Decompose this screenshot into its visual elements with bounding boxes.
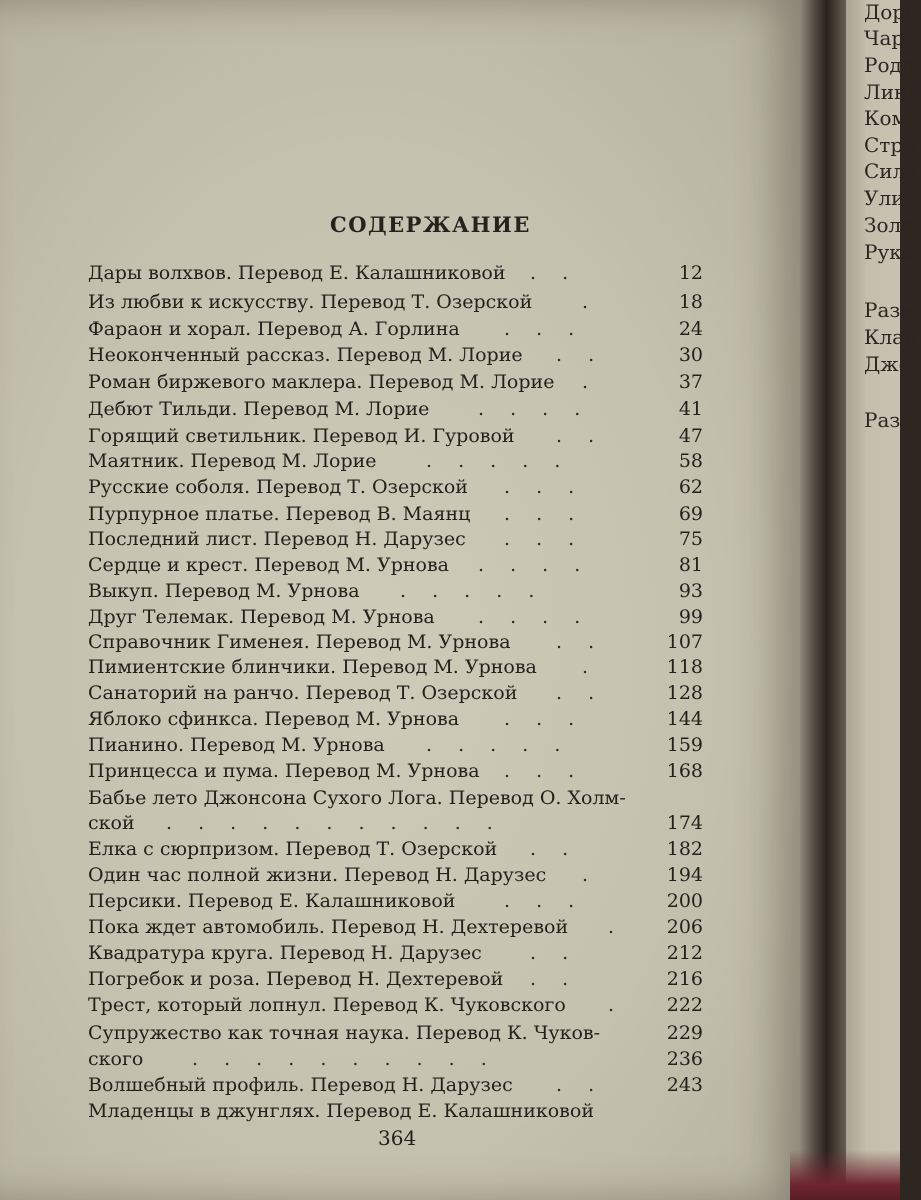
toc-entry-title: Сердце и крест. Перевод М. Урнова	[88, 554, 450, 576]
leader-dots: . . . . . . . . . .	[192, 1048, 497, 1070]
toc-entry-page: 41	[678, 398, 703, 420]
toc-entry	[88, 631, 703, 657]
toc-entry	[88, 942, 703, 968]
leader-dots: . . . .	[478, 606, 591, 628]
toc-entry-page: 144	[666, 708, 703, 730]
right-page-line: Разн	[864, 298, 914, 322]
toc-entry	[88, 968, 703, 994]
toc-entry-page: 18	[678, 291, 703, 313]
leader-dots: . . . . .	[400, 580, 545, 602]
toc-entry-page: 118	[666, 656, 703, 678]
toc-entry	[88, 398, 703, 424]
right-page-line: Чарс	[864, 26, 916, 50]
toc-entry	[88, 528, 703, 554]
toc-entry-page: 222	[666, 994, 703, 1016]
toc-entry-page: 229	[666, 1022, 703, 1044]
toc-entry-title: Неоконченный рассказ. Перевод М. Лорие	[88, 344, 523, 366]
toc-entry-page: 69	[678, 503, 703, 525]
toc-entry-title: Яблоко сфинкса. Перевод М. Урнова	[88, 708, 460, 730]
toc-entry-title: Елка с сюрпризом. Перевод Т. Озерской	[88, 838, 498, 860]
toc-entry-title: Справочник Гименея. Перевод М. Урнова	[88, 631, 511, 653]
toc-entry	[88, 1048, 703, 1074]
right-page	[846, 0, 921, 1200]
toc-entry-title: Пимиентские блинчики. Перевод М. Урнова	[88, 656, 537, 678]
leader-dots: . .	[530, 262, 579, 284]
toc-entry	[88, 1100, 703, 1126]
leader-dots: . .	[530, 942, 579, 964]
toc-entry-title: Погребок и роза. Перевод Н. Дехтеревой	[88, 968, 504, 990]
toc-entry-page: 24	[678, 318, 703, 340]
toc-entry-page: 107	[666, 631, 703, 653]
toc-entry	[88, 812, 703, 838]
leader-dots: . . . .	[478, 554, 591, 576]
toc-entry-title: Последний лист. Перевод Н. Дарузес	[88, 528, 466, 550]
toc-entry	[88, 787, 703, 813]
toc-entry-page: 236	[666, 1048, 703, 1070]
toc-entry-page: 159	[666, 734, 703, 756]
leader-dots: . .	[556, 344, 605, 366]
leader-dots: .	[608, 994, 625, 1016]
toc-entry-page: 200	[666, 890, 703, 912]
toc-entry	[88, 734, 703, 760]
toc-entry	[88, 606, 703, 632]
leader-dots: . . . . .	[426, 450, 571, 472]
toc-entry-page: 182	[666, 838, 703, 860]
toc-entry-page: 128	[666, 682, 703, 704]
toc-entry	[88, 890, 703, 916]
leader-dots: . . . . .	[426, 734, 571, 756]
toc-entry-title: Выкуп. Перевод М. Урнова	[88, 580, 360, 602]
right-page-line: Сила	[864, 159, 918, 183]
toc-heading: СОДЕРЖАНИЕ	[330, 212, 531, 237]
leader-dots: . . .	[504, 708, 585, 730]
toc-entry	[88, 503, 703, 529]
toc-entry-page: 93	[678, 580, 703, 602]
leader-dots: .	[608, 916, 625, 938]
right-page-line: Разв	[864, 408, 912, 432]
leader-dots: . .	[556, 682, 605, 704]
leader-dots: .	[582, 371, 599, 393]
toc-entry-title: Персики. Перевод Е. Калашниковой	[88, 890, 456, 912]
right-page-line: Клад	[864, 325, 917, 349]
right-page-line: Комі	[864, 106, 914, 130]
toc-entry-page: 75	[678, 528, 703, 550]
toc-entry	[88, 682, 703, 708]
leader-dots: . .	[530, 968, 579, 990]
toc-entry-title: Дары волхвов. Перевод Е. Калашниковой	[88, 262, 506, 284]
toc-entry-page: 99	[678, 606, 703, 628]
toc-entry	[88, 708, 703, 734]
toc-entry-page: 174	[666, 812, 703, 834]
toc-entry	[88, 476, 703, 502]
toc-entry-title: Друг Телемак. Перевод М. Урнова	[88, 606, 435, 628]
toc-entry-title: ского	[88, 1048, 144, 1070]
leader-dots: .	[582, 656, 599, 678]
toc-entry-title: Фараон и хорал. Перевод А. Горлина	[88, 318, 460, 340]
toc-entry-title: Пианино. Перевод М. Урнова	[88, 734, 385, 756]
toc-entry-title: Один час полной жизни. Перевод Н. Дарузес	[88, 864, 547, 886]
toc-entry-title: Роман биржевого маклера. Перевод М. Лорие	[88, 371, 555, 393]
right-page-line: Рука	[864, 240, 914, 264]
toc-entry	[88, 838, 703, 864]
leader-dots: . .	[556, 425, 605, 447]
toc-entry-page: 30	[678, 344, 703, 366]
right-page-line: Дже	[864, 352, 911, 376]
right-page-line: Улис	[864, 186, 916, 210]
toc-entry-title: Волшебный профиль. Перевод Н. Дарузес	[88, 1074, 513, 1096]
toc-entry-title: Младенцы в джунглях. Перевод Е. Калашниковой	[88, 1100, 594, 1122]
leader-dots: . .	[556, 1074, 605, 1096]
book-cover-edge	[790, 1150, 900, 1200]
toc-entry	[88, 760, 703, 786]
toc-entry-page: 81	[678, 554, 703, 576]
toc-entry-title: Маятник. Перевод М. Лорие	[88, 450, 377, 472]
leader-dots: . . .	[504, 760, 585, 782]
toc-entry-page: 206	[666, 916, 703, 938]
right-page-line: Лини	[864, 80, 921, 104]
toc-entry-title: ской	[88, 812, 135, 834]
toc-entry	[88, 291, 703, 317]
leader-dots: . . .	[504, 476, 585, 498]
leader-dots: . . .	[504, 890, 585, 912]
toc-entry-title: Трест, который лопнул. Перевод К. Чуковского	[88, 994, 566, 1016]
right-page-line: Родс	[864, 53, 914, 77]
toc-entry-title: Из любви к искусству. Перевод Т. Озерской	[88, 291, 533, 313]
leader-dots: . . .	[504, 318, 585, 340]
toc-entry	[88, 344, 703, 370]
toc-entry	[88, 318, 703, 344]
toc-entry	[88, 554, 703, 580]
right-page-line: Золс	[864, 213, 913, 237]
toc-entry	[88, 916, 703, 942]
toc-entry-title: Санаторий на ранчо. Перевод Т. Озерской	[88, 682, 518, 704]
toc-entry-title: Пока ждет автомобиль. Перевод Н. Дехтеревой	[88, 916, 569, 938]
toc-entry-page: 243	[666, 1074, 703, 1096]
toc-entry	[88, 580, 703, 606]
toc-entry-page: 62	[678, 476, 703, 498]
toc-entry-page: 12	[678, 262, 703, 284]
toc-entry-title: Бабье лето Джонсона Сухого Лога. Перевод О. Холм-	[88, 787, 626, 809]
book-gutter	[800, 0, 848, 1200]
toc-entry	[88, 864, 703, 890]
toc-entry	[88, 425, 703, 451]
toc-entry	[88, 994, 703, 1020]
toc-entry	[88, 1022, 703, 1048]
toc-entry	[88, 371, 703, 397]
leader-dots: . . .	[504, 503, 585, 525]
toc-entry-page: 212	[666, 942, 703, 964]
leader-dots: . . . .	[478, 398, 591, 420]
leader-dots: .	[582, 291, 599, 313]
toc-entry-title: Принцесса и пума. Перевод М. Урнова	[88, 760, 480, 782]
toc-entry-page: 168	[666, 760, 703, 782]
toc-entry-page: 58	[678, 450, 703, 472]
toc-entry	[88, 450, 703, 476]
toc-entry	[88, 656, 703, 682]
toc-entry	[88, 262, 703, 288]
toc-entry-title: Дебют Тильди. Перевод М. Лорие	[88, 398, 430, 420]
page-number: 364	[378, 1126, 417, 1150]
toc-entry-page: 47	[678, 425, 703, 447]
leader-dots: . . . . . . . . . . .	[166, 812, 503, 834]
toc-entry	[88, 1074, 703, 1100]
leader-dots: . .	[530, 838, 579, 860]
leader-dots: . .	[556, 631, 605, 653]
right-page-line: Стри	[864, 133, 917, 157]
toc-entry-page: 194	[666, 864, 703, 886]
toc-entry-title: Русские соболя. Перевод Т. Озерской	[88, 476, 468, 498]
toc-entry-page: 216	[666, 968, 703, 990]
right-page-line: Доро	[864, 0, 918, 24]
leader-dots: .	[582, 864, 599, 886]
toc-entry-title: Пурпурное платье. Перевод В. Маянц	[88, 503, 471, 525]
leader-dots: . . .	[504, 528, 585, 550]
toc-entry-title: Супружество как точная наука. Перевод К. Чуков-	[88, 1022, 601, 1044]
toc-entry-page: 37	[678, 371, 703, 393]
toc-entry-title: Горящий светильник. Перевод И. Гуровой	[88, 425, 515, 447]
toc-entry-title: Квадратура круга. Перевод Н. Дарузес	[88, 942, 482, 964]
